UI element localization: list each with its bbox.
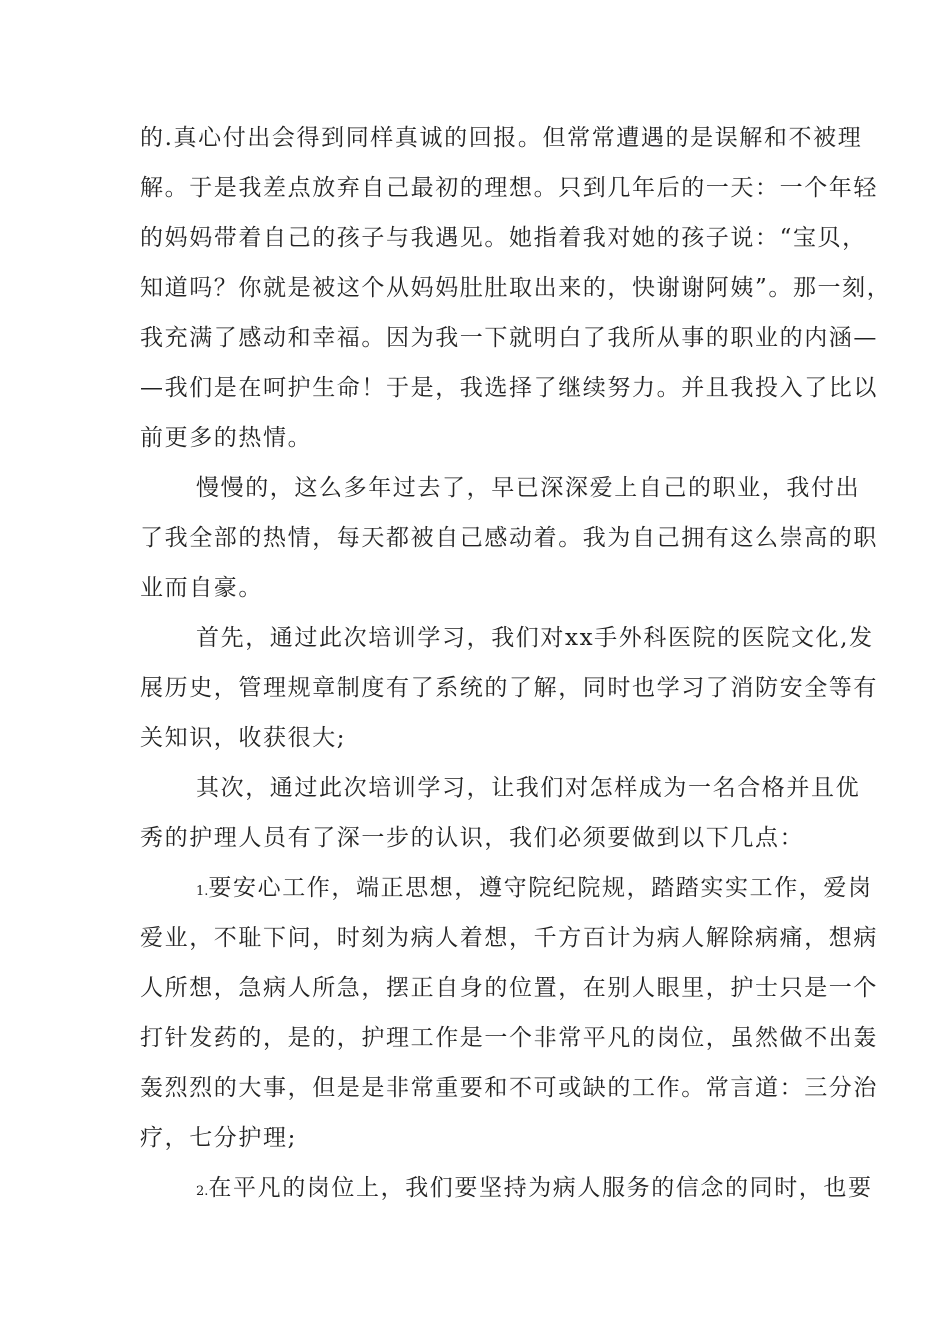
text-line: 疗，七分护理; (140, 1125, 297, 1151)
paragraph-first-line: 其次，通过此次培训学习，让我们对怎样成为一名合格并且优 (196, 775, 861, 801)
text-line: 了我全部的热情，每天都被自己感动着。我为自己拥有这么崇高的职 (140, 525, 878, 551)
text-line: 人所想，急病人所急，摆正自身的位置，在别人眼里，护士只是一个 (140, 975, 878, 1001)
paragraph-first-line: 慢慢的，这么多年过去了，早已深深爱上自己的职业，我付出 (196, 475, 861, 501)
paragraph-first-line: 首先，通过此次培训学习，我们对xx手外科医院的医院文化,发 (196, 625, 874, 651)
text-line: 展历史，管理规章制度有了系统的了解，同时也学习了消防安全等有 (140, 675, 878, 701)
text-line: 的.真心付出会得到同样真诚的回报。但常常遭遇的是误解和不被理 (140, 125, 863, 151)
text-line: 解。于是我差点放弃自己最初的理想。只到几年后的一天：一个年轻 (140, 175, 878, 201)
list-number: 2. (196, 1184, 209, 1199)
text-line: 的妈妈带着自己的孩子与我遇见。她指着我对她的孩子说：“宝贝， (140, 225, 867, 251)
text-line: 知道吗？你就是被这个从妈妈肚肚取出来的，快谢谢阿姨”。那一刻， (140, 275, 892, 301)
list-item-first-line (196, 868, 873, 908)
list-item-text: 要安心工作，端正思想，遵守院纪院规，踏踏实实工作，爱岗 (208, 875, 873, 901)
list-item-first-line (196, 1168, 873, 1208)
text-line: 关知识，收获很大; (140, 725, 347, 751)
text-line: 秀的护理人员有了深一步的认识，我们必须要做到以下几点： (140, 825, 805, 851)
text-line: 打针发药的，是的，护理工作是一个非常平凡的岗位，虽然做不出轰 (140, 1025, 878, 1051)
text-line: —我们是在呵护生命！于是，我选择了继续努力。并且我投入了比以 (140, 375, 878, 401)
text-line: 前更多的热情。 (140, 425, 313, 451)
list-number: 1. (196, 884, 209, 899)
text-line: 爱业，不耻下问，时刻为病人着想，千方百计为病人解除病痛，想病 (140, 925, 878, 951)
text-line: 我充满了感动和幸福。因为我一下就明白了我所从事的职业的内涵— (140, 325, 878, 351)
text-line: 轰烈烈的大事，但是是非常重要和不可或缺的工作。常言道：三分治 (140, 1075, 878, 1101)
list-item-text: 在平凡的岗位上，我们要坚持为病人服务的信念的同时，也要 (208, 1175, 873, 1201)
text-line: 业而自豪。 (140, 575, 263, 601)
